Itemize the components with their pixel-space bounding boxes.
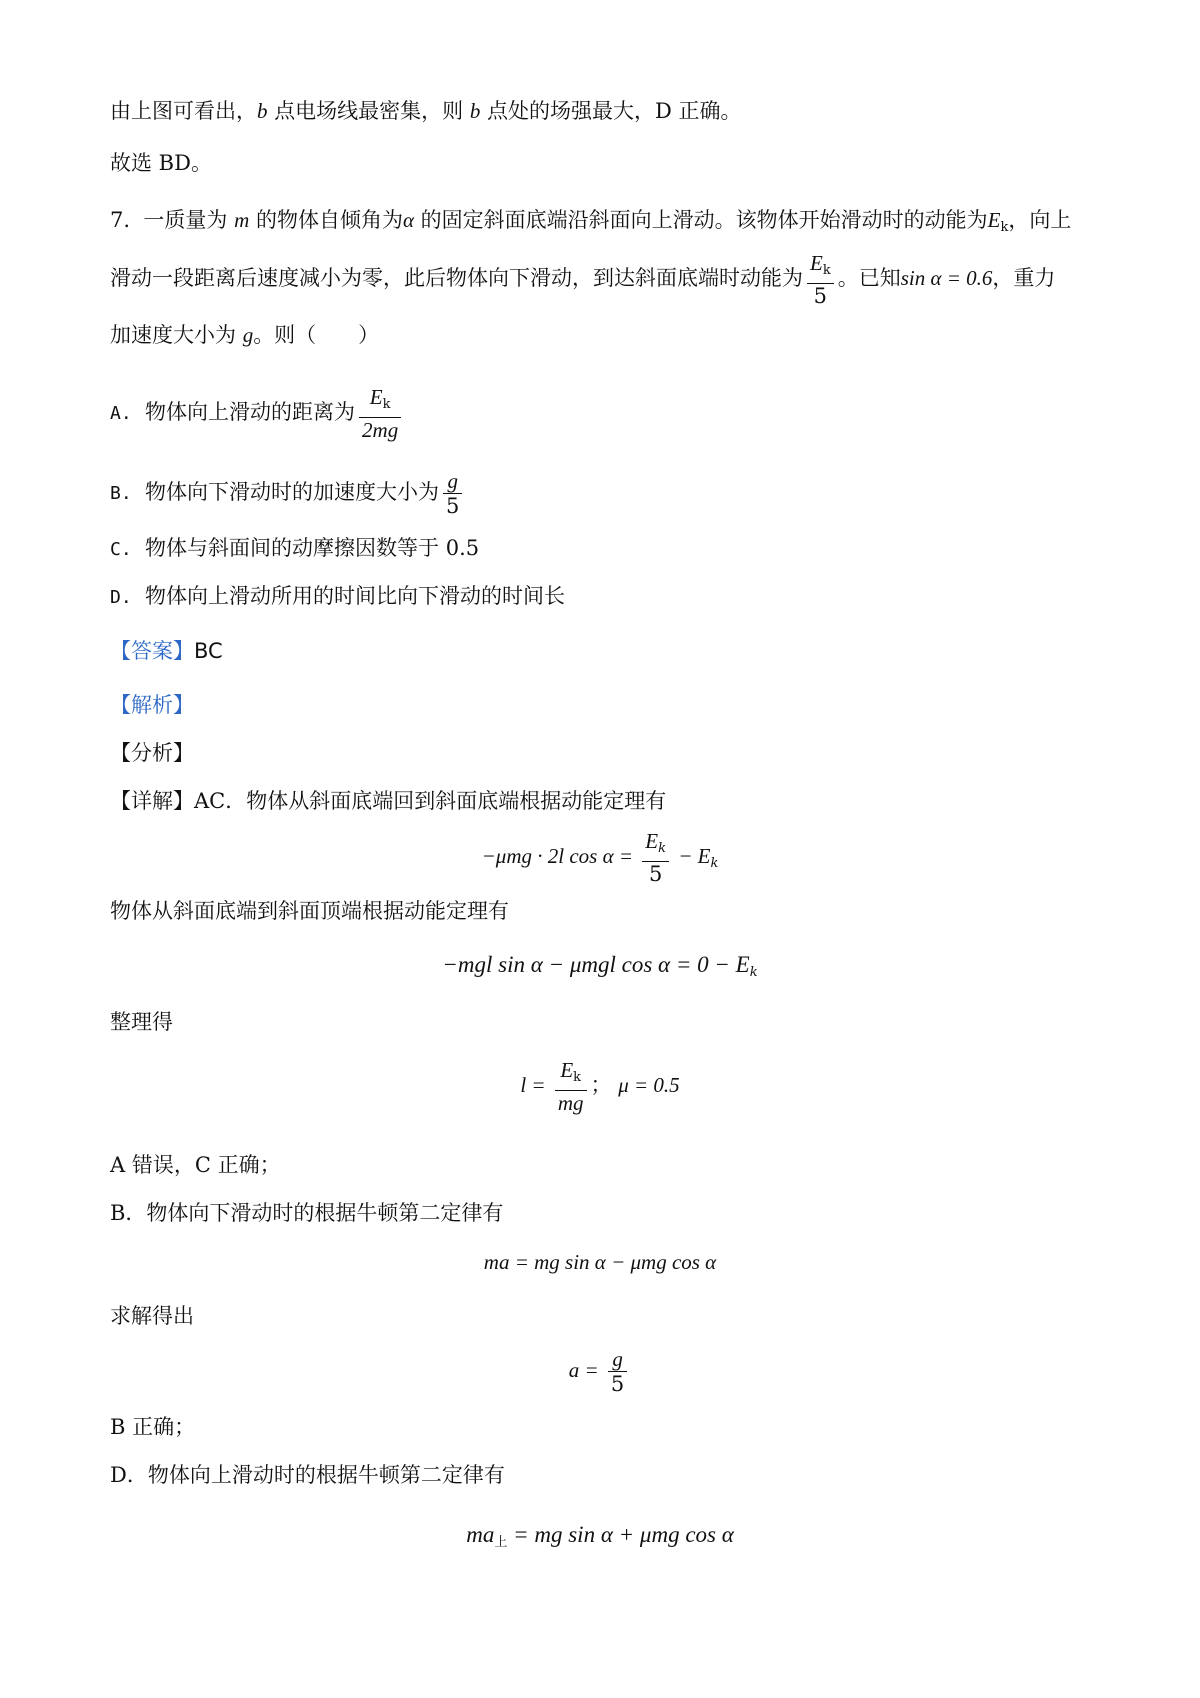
option-text: 物体与斜面间的动摩擦因数等于 0.5 [145, 536, 480, 560]
text-line-3: 整理得 [110, 1010, 173, 1034]
option-a [110, 382, 405, 444]
equation-6: $ma_上$ = mg sin α + μmg cos α [466, 1522, 734, 1550]
sin-equation: sin α = 0.6 [900, 266, 993, 290]
question-text: 的物体自倾角为 [249, 208, 403, 232]
intro-text: 点电场线最密集，则 [267, 99, 470, 123]
subscript-k: k [1000, 220, 1009, 235]
answer-tag: 【答案】 [110, 639, 194, 663]
question-text: 的固定斜面底端沿斜面向上滑动。该物体开始滑动时的动能为 [413, 208, 988, 232]
option-c [110, 533, 479, 565]
fenxi-tag: 【分析】 [110, 741, 194, 765]
fraction-ek-over-5: $\frac{E_k}{5}$ [807, 251, 834, 308]
var-E: E [987, 208, 1001, 232]
question-text: 滑动一段距离后速度减小为零，此后物体向下滑动，到达斜面底端时动能为 [110, 266, 803, 290]
equation-5: a = $\frac{g}{5}$ [0, 1340, 1200, 1400]
equation-2: −mgl sin α − μmgl cos α = 0 − Ek [442, 952, 758, 980]
text-line-7: B 正确； [110, 1415, 196, 1439]
option-text: 物体向上滑动所用的时间比向下滑动的时间长 [145, 584, 566, 608]
question-text: 加速度大小为 [110, 323, 243, 347]
text-line-5: B．物体向下滑动时的根据牛顿第二定律有 [110, 1201, 504, 1225]
equation-4: ma = mg sin α − μmg cos α [483, 1250, 717, 1274]
text-line-8: D．物体向上滑动时的根据牛顿第二定律有 [110, 1463, 505, 1487]
text-line-2: 物体从斜面底端到斜面顶端根据动能定理有 [110, 899, 509, 923]
fraction-g-over-5: $\frac{g}{5}$ [443, 469, 462, 518]
option-label: A. [110, 403, 132, 424]
fraction-ek-over-2mg: $\frac{E_k}{2mg}$ [359, 385, 401, 442]
intro-line-1 [110, 96, 742, 126]
xiangjie-line [110, 786, 666, 816]
answer-line [110, 636, 223, 666]
var-g: g [242, 323, 254, 347]
question-text: 。已知 [837, 266, 901, 290]
question-text: 。则（ ） [253, 323, 380, 347]
analysis-tag-line [110, 690, 194, 720]
question-text: ，重力 [992, 266, 1056, 290]
intro-text: 点处的场强最大，D 正确。 [480, 99, 742, 123]
option-d [110, 581, 565, 613]
question-line-3 [110, 320, 379, 350]
question-number: 7. [110, 208, 131, 232]
question-text: 一质量为 [143, 208, 235, 232]
var-m: m [234, 208, 250, 232]
option-label: B. [110, 483, 132, 504]
question-line-1 [110, 205, 1071, 243]
var-alpha: α [402, 208, 414, 232]
intro-text: 由上图可看出， [110, 99, 257, 123]
question-text: ，向上 [1008, 208, 1072, 232]
intro-line-2: 故选 BD。 [110, 151, 212, 175]
answer-value: BC [194, 639, 223, 663]
xiangjie-text: AC．物体从斜面底端回到斜面底端根据动能定理有 [194, 789, 667, 813]
option-label: C. [110, 539, 132, 560]
question-line-2 [110, 248, 1055, 308]
text-line-6: 求解得出 [110, 1304, 194, 1328]
var-b: b [257, 99, 268, 123]
text-line-4: A 错误，C 正确； [110, 1153, 281, 1177]
var-b: b [469, 99, 481, 123]
option-text: 物体向下滑动时的加速度大小为 [145, 480, 440, 504]
fenxi-line [110, 738, 194, 768]
option-text: 物体向上滑动的距离为 [145, 400, 356, 424]
equation-3: l = $\frac{E_k}{mg}$ ； μ = 0.5 [520, 1058, 680, 1115]
option-label: D. [110, 587, 132, 608]
option-b [110, 462, 466, 524]
analysis-tag: 【解析】 [110, 693, 194, 717]
equation-1: −μmg · 2l cos α = $\frac{Ek}{5}$ − Ek [481, 829, 719, 886]
xiangjie-tag: 【详解】 [110, 789, 194, 813]
